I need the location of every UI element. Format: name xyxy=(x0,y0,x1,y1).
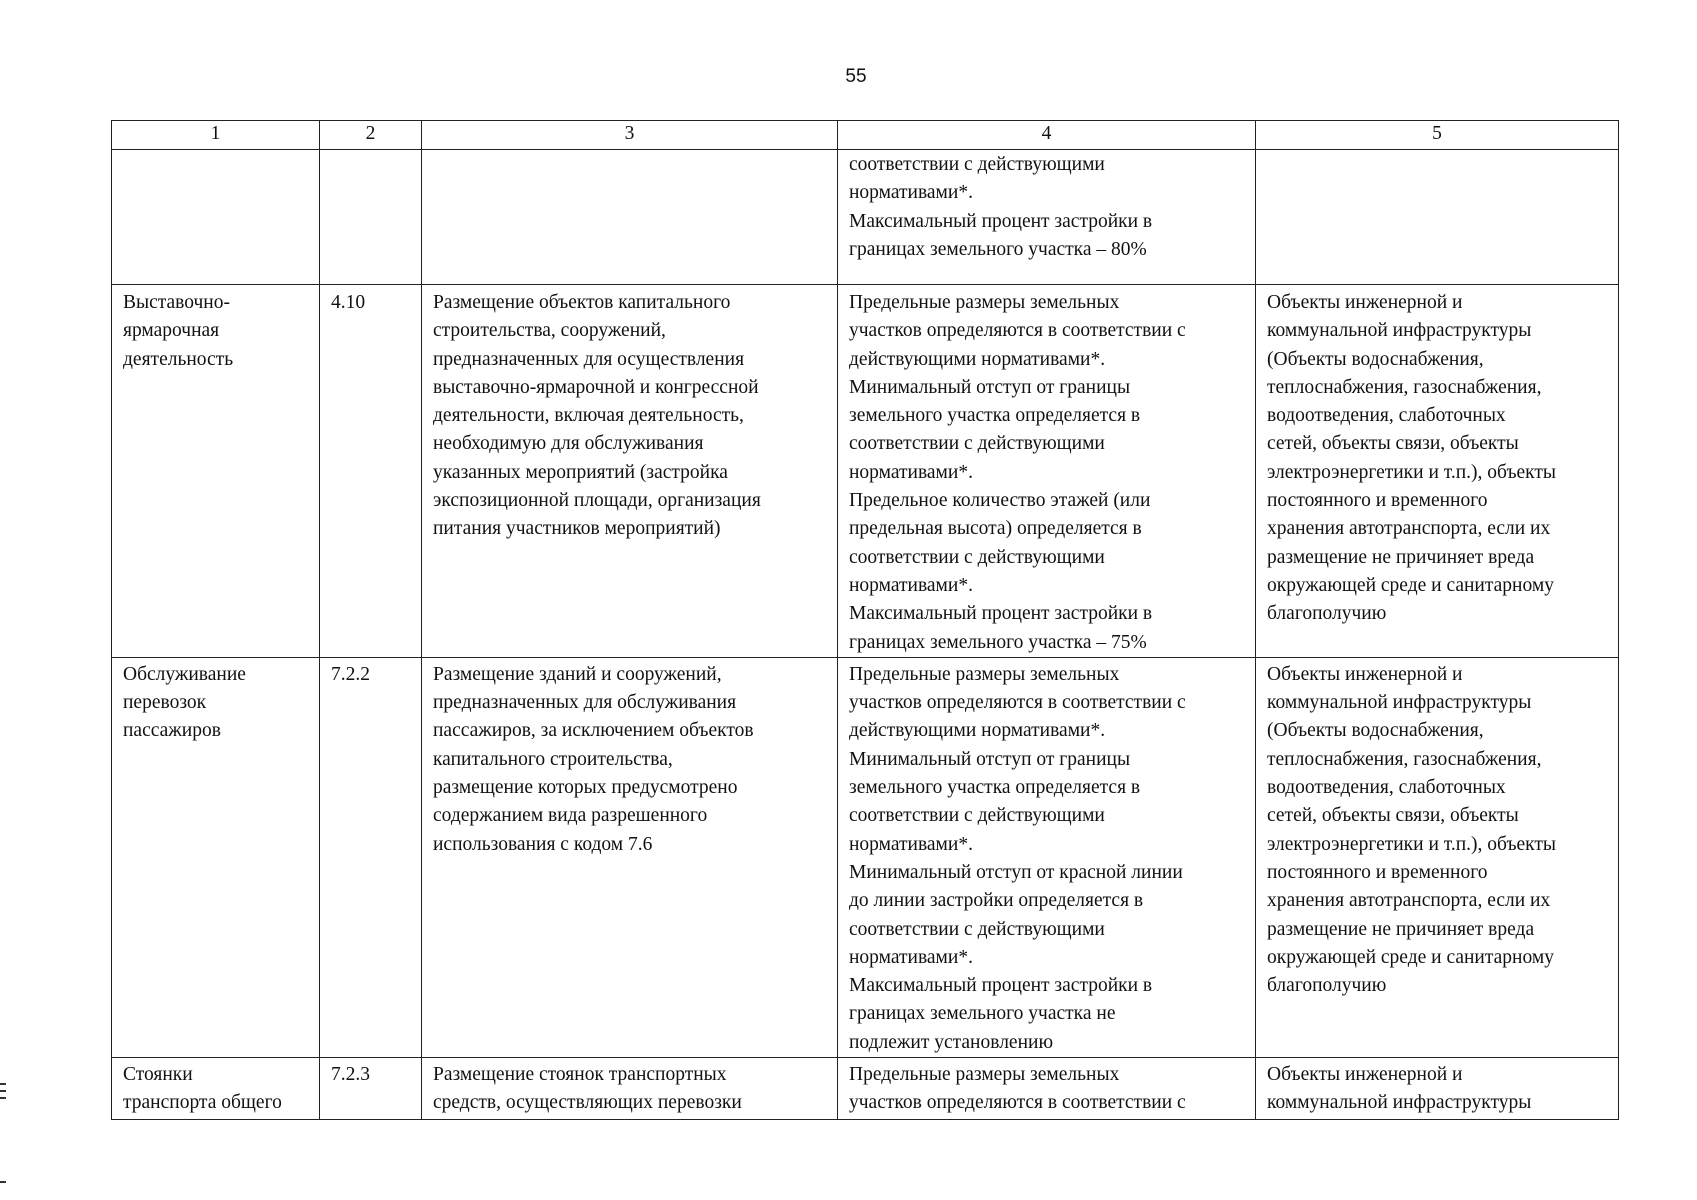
column-header-4: 4 xyxy=(838,121,1256,150)
column-header-3: 3 xyxy=(422,121,838,150)
table-row xyxy=(112,657,1619,1057)
use-name-cell: Выставочно- ярмарочная деятельность xyxy=(112,285,320,658)
auxiliary-uses-cell: Объекты инженерной и коммунальной инфраструктуры (Объекты водоснабжения, теплоснабжения, газоснабжения, водоотведения, слаботочных сетей, объекты связи, объекты электроэнергетики и т.п.), объекты постоянного и временного хранения автотранспорта, если их размещение не причиняет вреда окружающей среде и санитарному благополучию xyxy=(1256,657,1619,1057)
use-code-cell: 7.2.3 xyxy=(320,1058,422,1120)
use-name-cell: Стоянки транспорта общего xyxy=(112,1058,320,1120)
parameters-cell: Предельные размеры земельных участков определяются в соответствии с действующими нормативами*. Минимальный отступ от границы земельного участка определяется в соответствии с действующими нормативами*. Минимальный отступ от красной линии до линии застройки определяется в соответствии с действующими нормативами*. Максимальный процент застройки в границах земельного участка не подлежит установлению xyxy=(838,657,1256,1057)
auxiliary-uses-cell: Объекты инженерной и коммунальной инфраструктуры (Объекты водоснабжения, теплоснабжения, газоснабжения, водоотведения, слаботочных сетей, объекты связи, объекты электроэнергетики и т.п.), объекты постоянного и временного хранения автотранспорта, если их размещение не причиняет вреда окружающей среде и санитарному благополучию xyxy=(1256,285,1619,658)
parameters-cell: соответствии с действующими нормативами*. Максимальный процент застройки в границах земельного участка – 80% xyxy=(838,150,1256,285)
auxiliary-uses-cell: Объекты инженерной и коммунальной инфраструктуры xyxy=(1256,1058,1619,1120)
use-description-cell: Размещение объектов капитального строительства, сооружений, предназначенных для осуществления выставочно-ярмарочной и конгрессной деятельности, включая деятельность, необходимую для обслуживания указанных мероприятий (застройка экспозиционной площади, организация питания участников мероприятий) xyxy=(422,285,838,658)
auxiliary-uses-cell xyxy=(1256,150,1619,285)
use-name-cell xyxy=(112,150,320,285)
column-header-1: 1 xyxy=(112,121,320,150)
use-description-cell xyxy=(422,150,838,285)
use-code-cell: 7.2.2 xyxy=(320,657,422,1057)
table-row xyxy=(112,1058,1619,1120)
table-row xyxy=(112,285,1619,658)
scan-margin-mark xyxy=(0,1090,6,1092)
column-header-2: 2 xyxy=(320,121,422,150)
table-header-row xyxy=(112,121,1619,150)
scan-margin-mark xyxy=(0,1181,6,1183)
use-name-cell: Обслуживание перевозок пассажиров xyxy=(112,657,320,1057)
use-description-cell: Размещение стоянок транспортных средств, осуществляющих перевозки xyxy=(422,1058,838,1120)
page-number: 55 xyxy=(845,66,867,87)
zoning-table xyxy=(111,120,1619,1120)
parameters-cell: Предельные размеры земельных участков определяются в соответствии с действующими нормативами*. Минимальный отступ от границы земельного участка определяется в соответствии с действующими нормативами*. Предельное количество этажей (или предельная высота) определяется в соответствии с действующими нормативами*. Максимальный процент застройки в границах земельного участка – 75% xyxy=(838,285,1256,658)
use-description-cell: Размещение зданий и сооружений, предназначенных для обслуживания пассажиров, за исключением объектов капитального строительства, размещение которых предусмотрено содержанием вида разрешенного использования с кодом 7.6 xyxy=(422,657,838,1057)
scan-margin-mark xyxy=(0,1083,6,1085)
use-code-cell: 4.10 xyxy=(320,285,422,658)
table-row xyxy=(112,150,1619,285)
scan-margin-mark xyxy=(0,1097,6,1099)
use-code-cell xyxy=(320,150,422,285)
parameters-cell: Предельные размеры земельных участков определяются в соответствии с xyxy=(838,1058,1256,1120)
column-header-5: 5 xyxy=(1256,121,1619,150)
